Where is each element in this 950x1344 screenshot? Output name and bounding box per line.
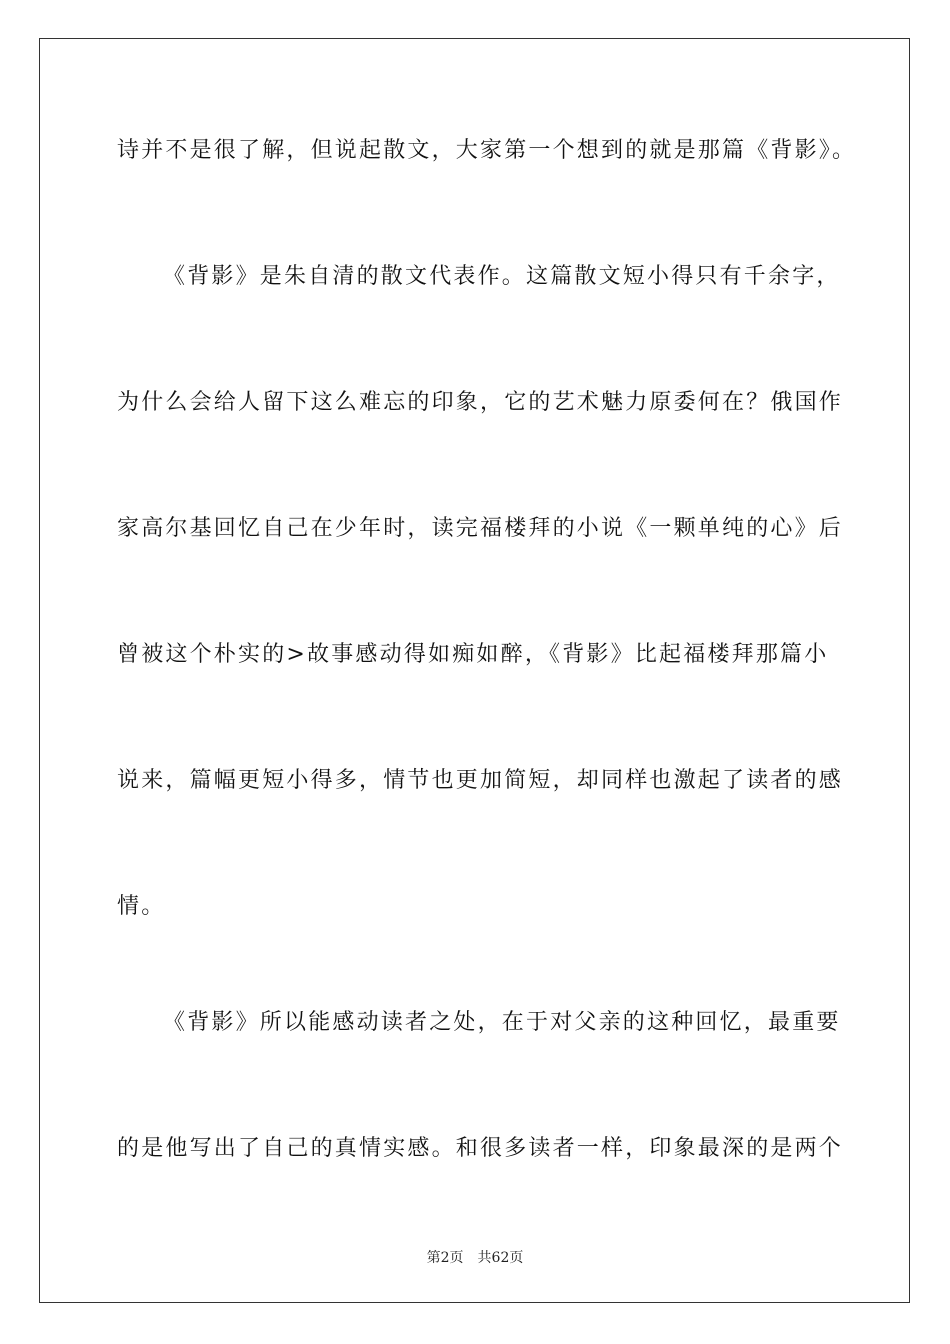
paragraph-line: 诗并不是很了解，但说起散文，大家第一个想到的就是那篇《背影》。 [117,138,857,163]
page-footer [0,1248,950,1268]
paragraph-line: 家高尔基回忆自己在少年时，读完福楼拜的小说《一颗单纯的心》后 [117,516,844,541]
page-frame [39,38,910,1303]
paragraph-line: 《背影》所以能感动读者之处，在于对父亲的这种回忆，最重要 [163,1010,841,1035]
paragraph-line: 为什么会给人留下这么难忘的印象，它的艺术魅力原委何在？俄国作 [117,390,844,415]
paragraph-line: 说来，篇幅更短小得多，情节也更加简短，却同样也激起了读者的感 [117,768,844,793]
paragraph-line: 《背影》是朱自清的散文代表作。这篇散文短小得只有千余字， [163,264,841,289]
paragraph-line: 曾被这个朴实的>故事感动得如痴如醉，《背影》比起福楼拜那篇小 [117,642,829,667]
paragraph-line: 情。 [117,894,166,919]
page-number: 第2页 [426,1250,464,1266]
paragraph-line: 的是他写出了自己的真情实感。和很多读者一样，印象最深的是两个 [117,1136,844,1161]
page-total: 共62页 [477,1250,524,1266]
